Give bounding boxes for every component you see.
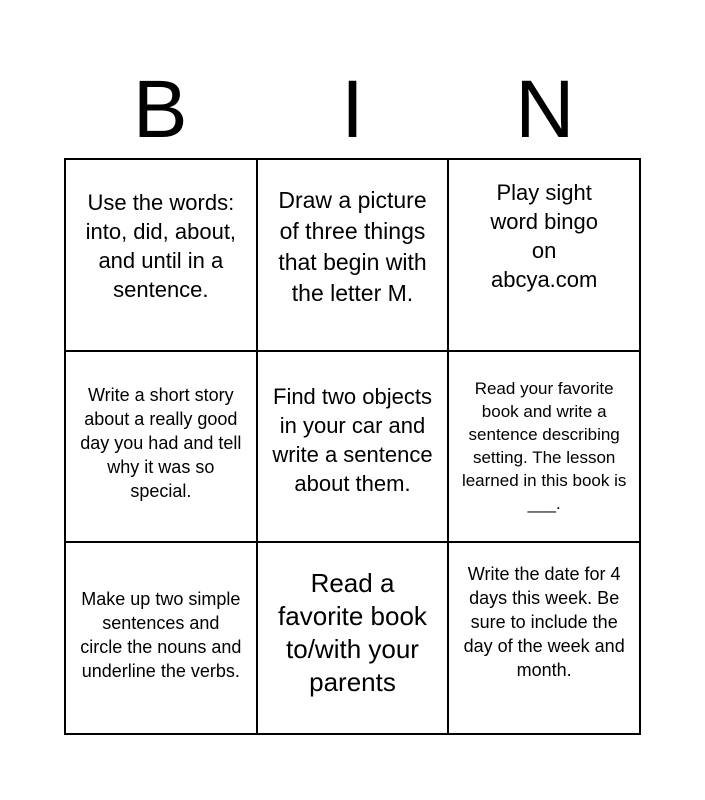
- header-letter-n: N: [515, 64, 575, 155]
- bingo-board: [64, 158, 641, 735]
- bingo-cell-text: Use the words: into, did, about, and until in a sentence.: [85, 189, 237, 302]
- bingo-cell: [258, 352, 450, 544]
- bingo-cell: [449, 352, 641, 544]
- bingo-cell: [258, 543, 450, 735]
- bingo-cell: [66, 160, 258, 352]
- bingo-cell-text: Read your favorite book and write a sentence describing setting. The lesson learned in this book is ___.: [461, 379, 627, 514]
- header-letter-b: B: [132, 64, 188, 155]
- bingo-cell-text: Write a short story about a really good day you had and tell why it was so special.: [80, 385, 242, 502]
- bingo-cell-text: Read a favorite book to/with your parents: [278, 568, 427, 698]
- header-letter-i: I: [341, 64, 364, 155]
- bingo-cell: [449, 543, 641, 735]
- bingo-cell-text: Make up two simple sentences and circle the nouns and underline the verbs.: [80, 589, 242, 682]
- bingo-cell: [258, 160, 450, 352]
- bingo-cell-text: Find two objects in your car and write a sentence about them.: [272, 384, 433, 497]
- bingo-cell-text: Draw a picture of three things that begin with the letter M.: [278, 186, 427, 306]
- bingo-cell: [66, 352, 258, 544]
- bingo-cell: [449, 160, 641, 352]
- bingo-cell-text: Write the date for 4 days this week. Be sure to include the day of the week and month.: [463, 564, 625, 681]
- bingo-cell-text: Play sight word bingo on abcya.com: [490, 179, 598, 292]
- bingo-cell: [66, 543, 258, 735]
- bingo-header: [64, 62, 641, 157]
